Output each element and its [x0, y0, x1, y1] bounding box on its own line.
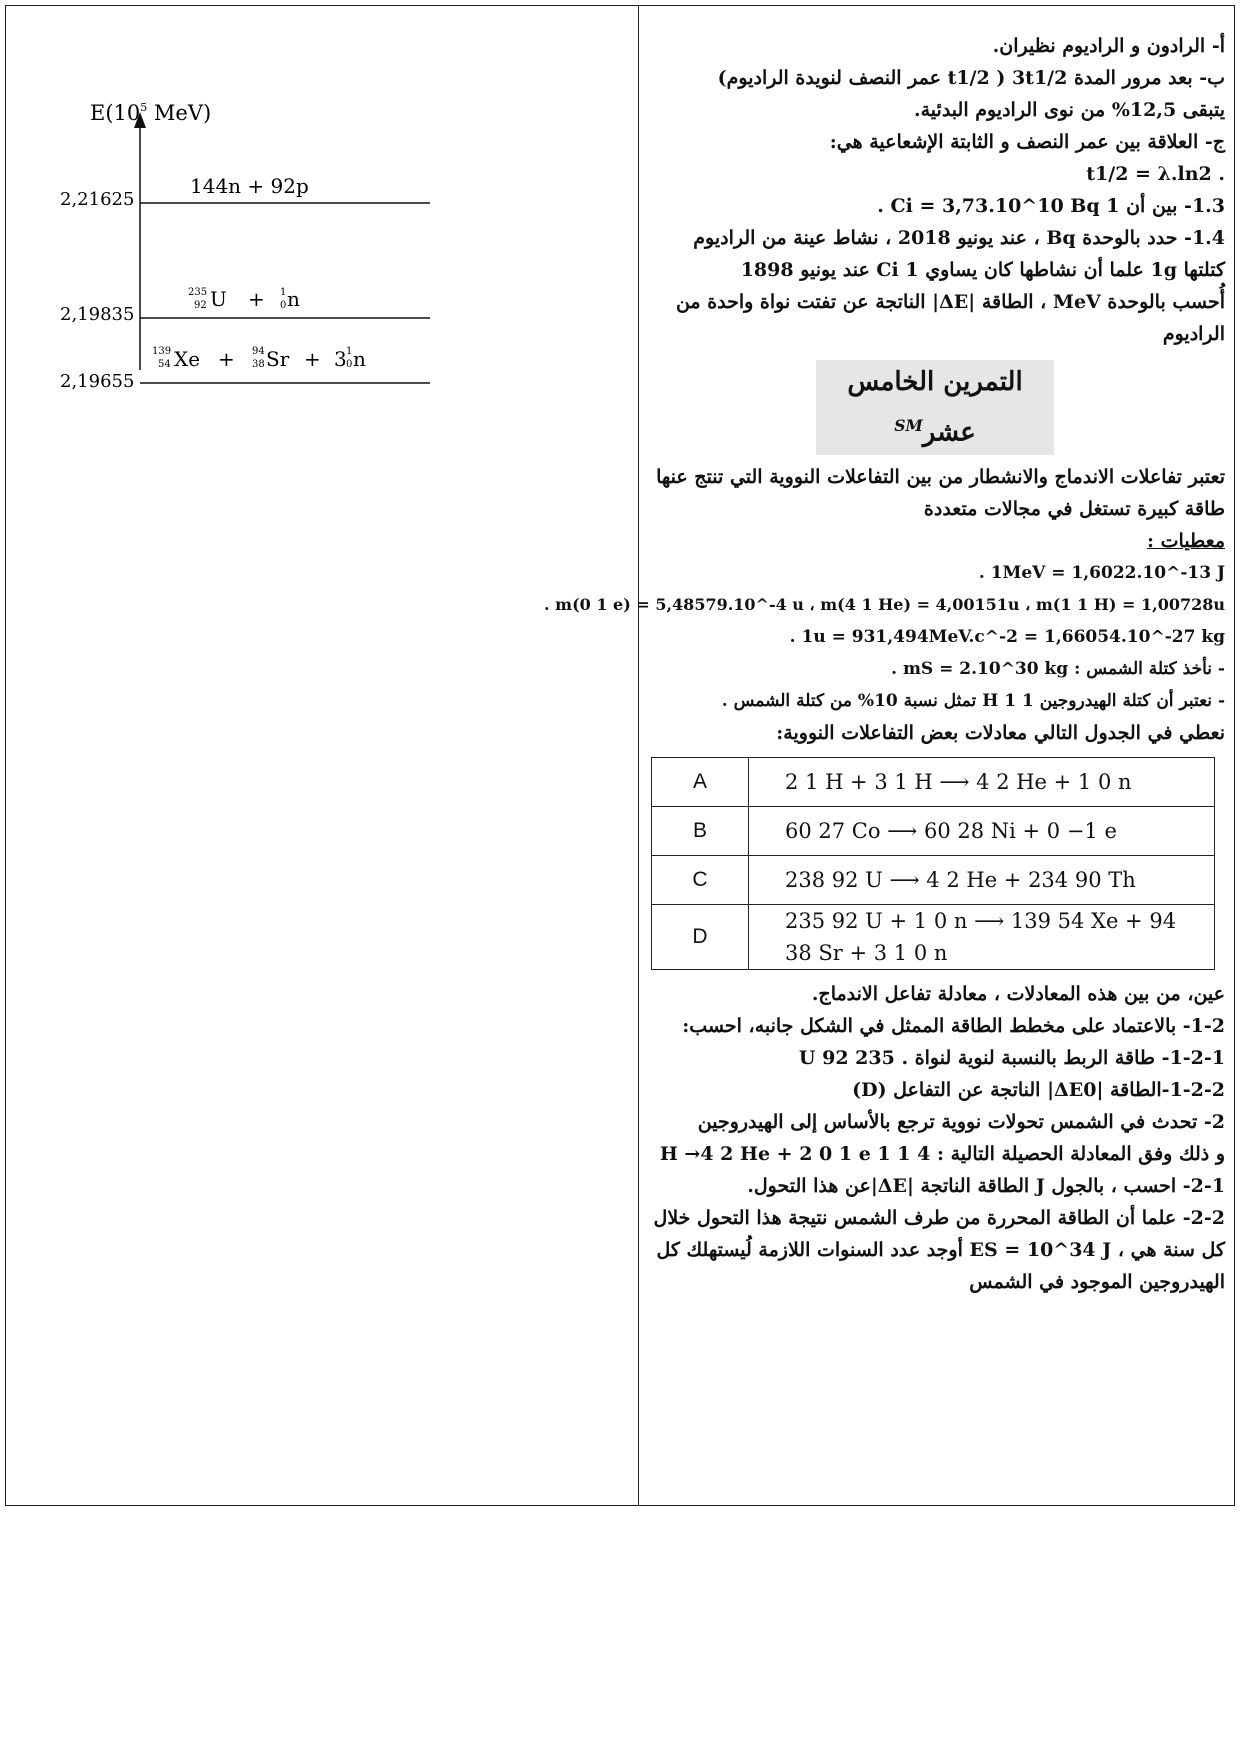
q-1-3: 1.3- بين أن 1 Ci = 3,73.10^10 Bq . [877, 195, 1225, 217]
item-b-cont: يتبقى 12,5% من نوى الراديوم البدئية. [914, 99, 1225, 121]
svg-text:Xe: Xe [174, 347, 201, 371]
question-1-2: 1-2- بالاعتماد على مخطط الطاقة الممثل في الشكل جانبه، احسب: [682, 1014, 1225, 1037]
svg-text:38: 38 [252, 359, 265, 370]
exercise-intro: تعتبر تفاعلات الاندماج والانشطار من بين التفاعلات النووية التي تنتج عنها طاقة كبيرة تستغل في مجالات متعددة [656, 465, 1225, 520]
table-intro: نعطي في الجدول التالي معادلات بعض التفاعلات النووية: [776, 721, 1225, 744]
exercise-superscript: SM [894, 416, 923, 435]
svg-text:0: 0 [346, 359, 353, 370]
item-a: أ- الرادون و الراديوم نظيران. [992, 35, 1225, 57]
reaction-equation: 235 92 U + 1 0 n ⟶ 139 54 Xe + 94 38 Sr + 3 1 0 n [749, 904, 1215, 969]
svg-text:139: 139 [152, 346, 172, 357]
given-2: m(0 1 e) = 5,48579.10^-4 u ، m(4 1 He) = 4,00151u ، m(1 1 H) = 1,00728u . [544, 594, 1225, 614]
level-label-2 [188, 287, 300, 311]
given-4: - نأخذ كتلة الشمس : mS = 2.10^30 kg . [891, 658, 1225, 679]
svg-text:Sr: Sr [266, 347, 290, 371]
question-2-equation: و ذلك وفق المعادلة الحصيلة التالية : 4 1 1 H →4 2 He + 2 0 1 e [659, 1142, 1225, 1165]
reaction-equation: 60 27 Co ⟶ 60 28 Ni + 0 −1 e [749, 806, 1215, 855]
energy-diagram [40, 90, 460, 430]
item-c: ج- العلاقة بين عمر النصف و الثابتة الإشعاعية هي: [829, 131, 1225, 153]
q-1-4: 1.4- حدد بالوحدة Bq ، عند يونيو 2018 ، نشاط عينة من الراديوم [693, 227, 1225, 249]
question-2-2-cont: الهيدروجين الموجود في الشمس [969, 1270, 1225, 1293]
exercise-title: التمرين الخامس عشر [847, 367, 1023, 448]
svg-text:n: n [287, 287, 300, 311]
svg-text:1: 1 [280, 287, 287, 298]
level-label-3 [152, 346, 366, 371]
reaction-label: D [652, 904, 749, 969]
level-label-1: 144n + 92p [190, 174, 309, 198]
data-heading: معطيات : [1147, 529, 1225, 552]
svg-text:94: 94 [252, 346, 265, 357]
svg-text:+: + [304, 347, 321, 371]
column-divider [638, 5, 639, 1506]
question-2: 2- تحدث في الشمس تحولات نووية ترجع بالأساس إلى الهيدروجين [697, 1110, 1225, 1133]
reactions-table [651, 757, 1215, 970]
svg-text:U: U [210, 287, 227, 311]
svg-text:+: + [218, 347, 235, 371]
question-2-2: 2-2- علما أن الطاقة المحررة من طرف الشمس نتيجة هذا التحول خلال كل سنة هي ، ES = 10^34 J أوجد عدد السنوات اللازمة لُيستهلك كل [653, 1206, 1225, 1261]
svg-text:54: 54 [158, 359, 171, 370]
energy-axis-label: $E(10^5$ MeV) [90, 101, 212, 125]
exercise-title-box [816, 360, 1054, 455]
svg-text:+: + [248, 287, 265, 311]
reaction-label: B [652, 806, 749, 855]
item-c-formula: . t1/2 = λ.ln2 [1086, 163, 1225, 185]
svg-text:1: 1 [346, 346, 353, 357]
given-3: 1u = 931,494MeV.c^-2 = 1,66054.10^-27 kg . [789, 626, 1225, 647]
level-value-2: 2,19835 [60, 304, 135, 325]
svg-text:235: 235 [188, 287, 208, 298]
svg-text:92: 92 [194, 300, 207, 311]
svg-text:3: 3 [334, 347, 347, 371]
exercise-column [544, 30, 1225, 1298]
question-fusion: عين، من بين هذه المعادلات ، معادلة تفاعل الاندماج. [811, 982, 1225, 1005]
svg-text:0: 0 [280, 300, 287, 311]
energy-diagram-svg [40, 90, 460, 430]
q-energy: أُحسب بالوحدة MeV ، الطاقة |ΔE| الناتجة عن تفتت نواة واحدة من الراديوم [675, 291, 1225, 345]
question-1-2-2: 1-2-2-الطاقة |ΔE0| الناتجة عن التفاعل (D) [852, 1078, 1225, 1101]
given-1: 1MeV = 1,6022.10^-13 J . [978, 562, 1225, 583]
reaction-label: A [652, 757, 749, 806]
question-2-1: 2-1- احسب ، بالجول J الطاقة الناتجة |ΔE|عن هذا التحول. [747, 1174, 1225, 1197]
reaction-equation: 2 1 H + 3 1 H ⟶ 4 2 He + 1 0 n [749, 757, 1215, 806]
table-row [652, 806, 1215, 855]
given-5: - نعتبر أن كتلة الهيدروجين 1 1 H تمثل نسبة 10% من كتلة الشمس . [721, 690, 1225, 711]
reaction-label: C [652, 855, 749, 904]
level-value-3: 2,19655 [60, 371, 135, 392]
reactions-table-wrap [645, 757, 1215, 970]
question-1-2-1: 1-2-1- طاقة الربط بالنسبة لنوية لنواة . 235 92 U [798, 1046, 1225, 1069]
reaction-equation: 238 92 U ⟶ 4 2 He + 234 90 Th [749, 855, 1215, 904]
q-1-4-cont: كتلتها 1g علما أن نشاطها كان يساوي 1 Ci عند يونيو 1898 [740, 259, 1225, 281]
level-value-1: 2,21625 [60, 189, 135, 210]
svg-text:n: n [353, 347, 366, 371]
table-row [652, 757, 1215, 806]
table-row [652, 855, 1215, 904]
item-b: ب- بعد مرور المدة 3t1/2 ( t1/2 عمر النصف لنويدة الراديوم) [717, 67, 1225, 89]
table-row [652, 904, 1215, 969]
